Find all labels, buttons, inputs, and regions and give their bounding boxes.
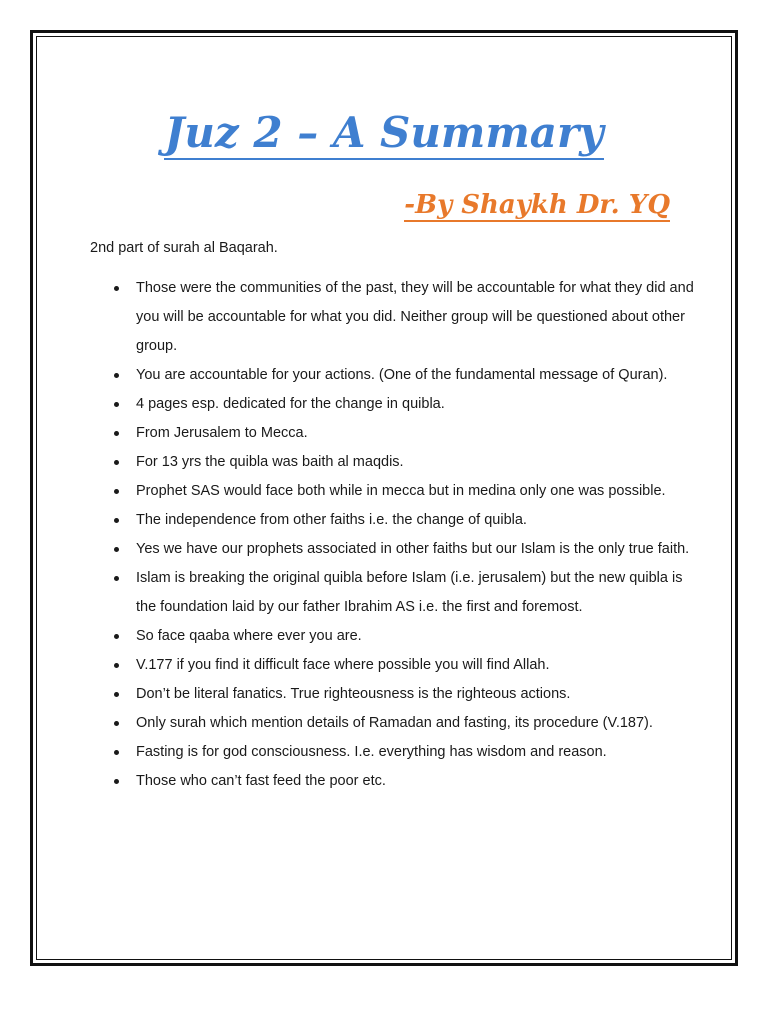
intro-line: 2nd part of surah al Baqarah. — [90, 240, 278, 256]
list-item: Prophet SAS would face both while in mecca but in medina only one was possible. — [136, 477, 706, 506]
list-item: You are accountable for your actions. (One of the fundamental message of Quran). — [136, 361, 706, 390]
document-title — [0, 108, 768, 157]
list-item: Fasting is for god consciousness. I.e. everything has wisdom and reason. — [136, 738, 706, 767]
list-item: From Jerusalem to Mecca. — [136, 419, 706, 448]
list-item: Those who can’t fast feed the poor etc. — [136, 767, 706, 796]
author-byline — [404, 190, 670, 220]
list-item: Those were the communities of the past, they will be accountable for what they did and you will be accountable for what you did. Neither group will be questioned about other group. — [136, 274, 706, 361]
list-item: V.177 if you find it difficult face where possible you will find Allah. — [136, 651, 706, 680]
list-item: 4 pages esp. dedicated for the change in quibla. — [136, 390, 706, 419]
list-item: The independence from other faiths i.e. the change of quibla. — [136, 506, 706, 535]
list-item: So face qaaba where ever you are. — [136, 622, 706, 651]
list-item: Islam is breaking the original quibla before Islam (i.e. jerusalem) but the new quibla is the foundation laid by our father Ibrahim AS i.e. the first and foremost. — [136, 564, 706, 622]
document-title-text: Juz 2 – A Summary — [164, 108, 603, 160]
list-item: Yes we have our prophets associated in other faiths but our Islam is the only true faith. — [136, 535, 706, 564]
author-byline-text: -By Shaykh Dr. YQ — [404, 190, 670, 220]
list-item: Don’t be literal fanatics. True righteousness is the righteous actions. — [136, 680, 706, 709]
summary-bullet-list — [108, 274, 706, 796]
list-item: Only surah which mention details of Ramadan and fasting, its procedure (V.187). — [136, 709, 706, 738]
list-item: For 13 yrs the quibla was baith al maqdis. — [136, 448, 706, 477]
